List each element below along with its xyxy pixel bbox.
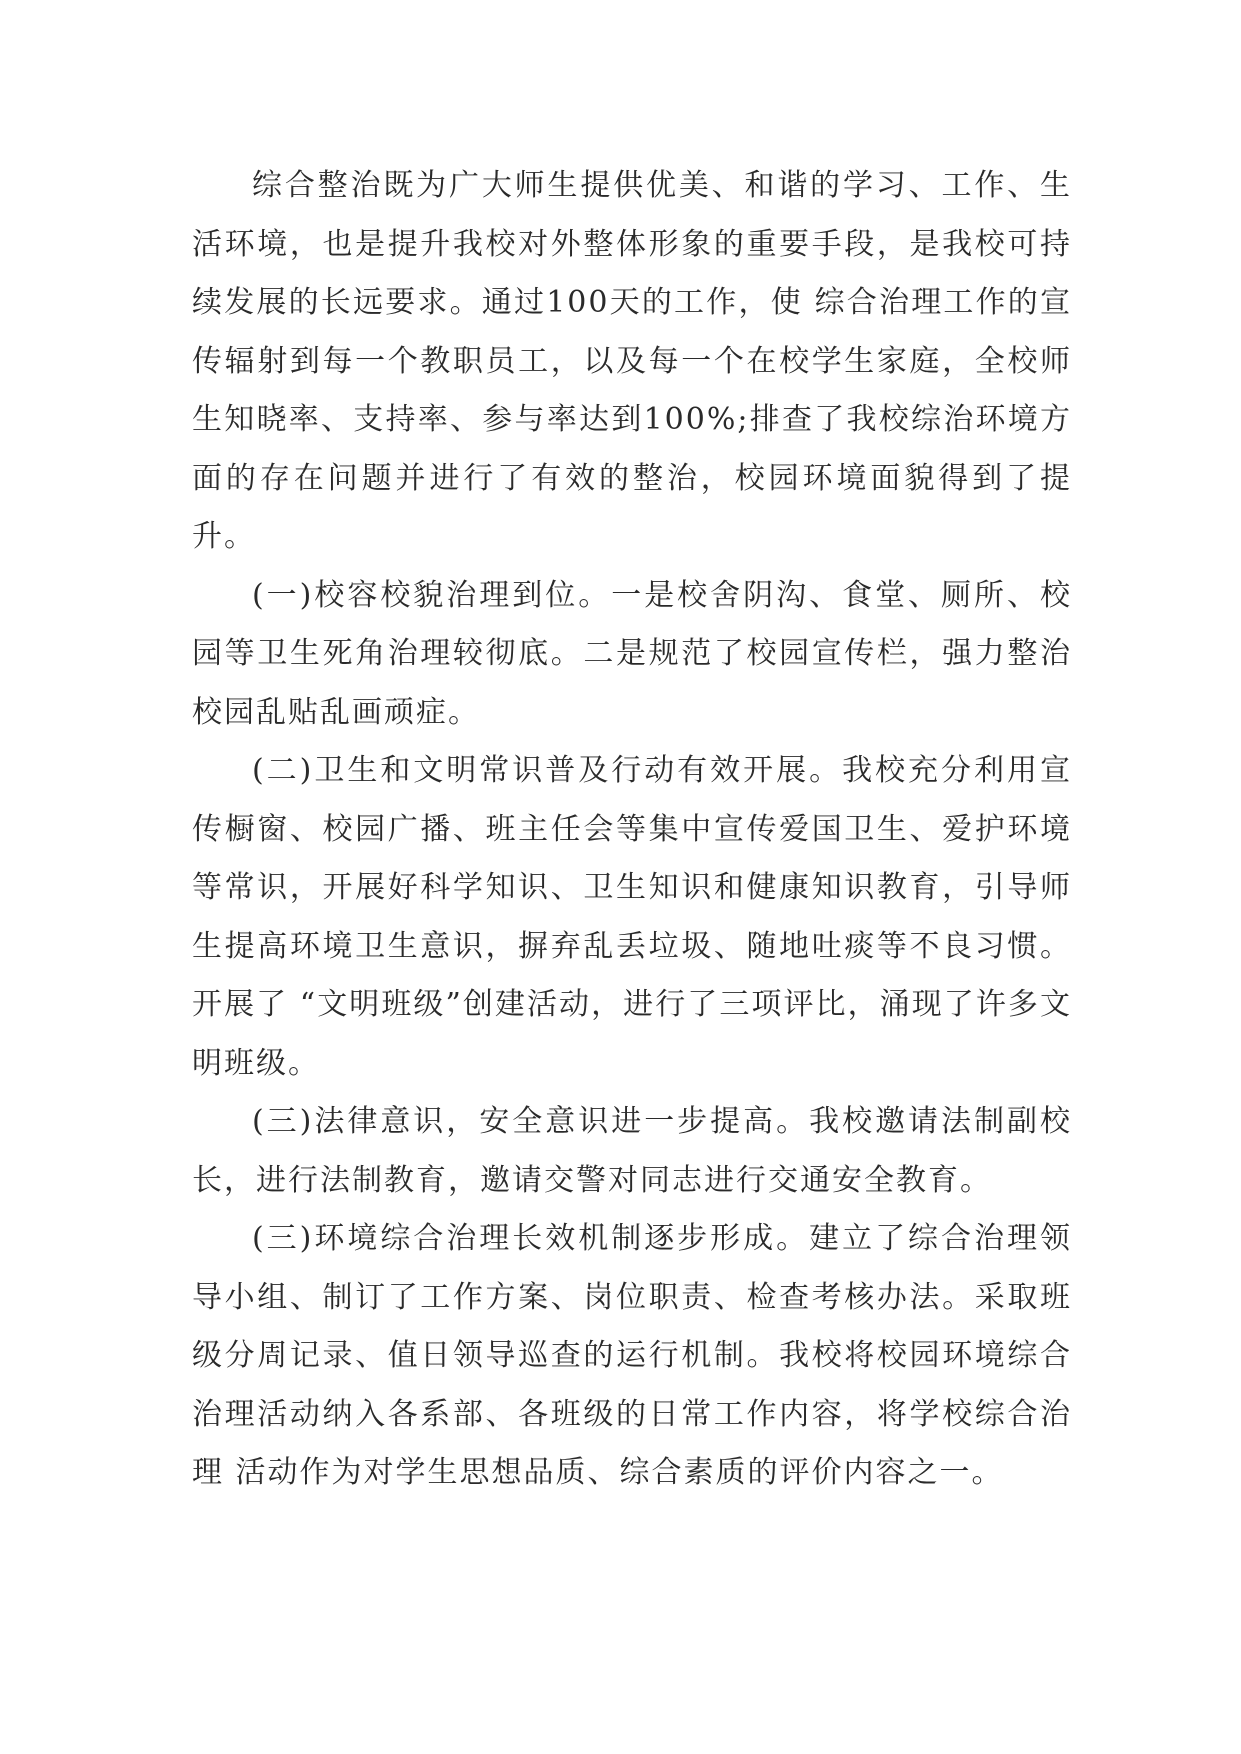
paragraph-intro: 综合整治既为广大师生提供优美、和谐的学习、工作、生活环境，也是提升我校对外整体形象的重要手段，是我校可持续发展的长远要求。通过100天的工作，使 综合治理工作的宣传辐射到每一个教职员工，以及每一个在校学生家庭，全校师生知晓率、支持率、参与率达到100%;排查了我校综治环境方面的存在问题并进行了有效的整治，校园环境面貌得到了提升。 <box>192 168 1072 554</box>
paragraph-campus-appearance: (一)校容校貌治理到位。一是校舍阴沟、食堂、厕所、校园等卫生死角治理较彻底。二是规范了校园宣传栏，强力整治校园乱贴乱画顽症。 <box>192 577 1072 730</box>
paragraph-hygiene-civility: (二)卫生和文明常识普及行动有效开展。我校充分利用宣传橱窗、校园广播、班主任会等集中宣传爱国卫生、爱护环境等常识，开展好科学知识、卫生知识和健康知识教育，引导师生提高环境卫生意识，摒弃乱丢垃圾、随地吐痰等不良习惯。开展了 “文明班级”创建活动，进行了三项评比，涌现了许多文明班级。 <box>192 753 1072 1081</box>
paragraph-long-term-mechanism: (三)环境综合治理长效机制逐步形成。建立了综合治理领导小组、制订了工作方案、岗位职责、检查考核办法。采取班级分周记录、值日领导巡查的运行机制。我校将校园环境综合治理活动纳入各系部、各班级的日常工作内容，将学校综合治理 活动作为对学生思想品质、综合素质的评价内容之一。 <box>192 1221 1072 1490</box>
paragraph-legal-safety: (三)法律意识，安全意识进一步提高。我校邀请法制副校长，进行法制教育，邀请交警对同志进行交通安全教育。 <box>192 1104 1072 1198</box>
document-body <box>192 157 1072 1503</box>
